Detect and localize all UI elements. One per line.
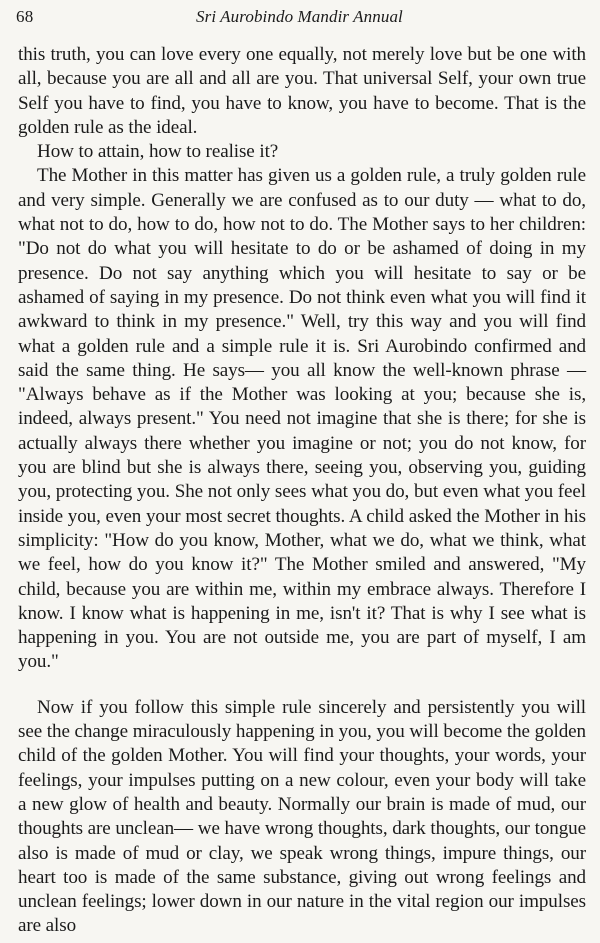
- body-text: [18, 43, 586, 939]
- page-header: [0, 0, 600, 34]
- paragraph-3: The Mother in this matter has given us a golden rule, a truly golden rule and very simple. Generally we are confused as to our duty — what to do, what not to do, how to do, how not to do. The Mother says to her children: "Do not do what you will hesitate to do or be ashamed of doing in my presence. Do not say anything which you will hesitate to say or be ashamed of saying in my presence. Do not think even what you will find it awkward to think in my presence." Well, try this way and you will find what a golden rule and a simple rule it is. Sri Aurobindo confirmed and said the same thing. He says— you all know the well-known phrase — "Always behave as if the Mother was looking at you; because she is, indeed, always present." You need not imagine that she is there; for she is actually always there whether you imagine or not; you do not know, for you are blind but she is always there, seeing you, observing you, guiding you, protecting you. She not only sees what you do, but even what you feel inside you, even your most secret thoughts. A child asked the Mother in his simplicity: "How do you know, Mother, what we do, what we think, what we feel, how do you know it?" The Mother smiled and answered, "My child, because you are within me, within my embrace always. Therefore I know. I know what is happening in me, isn't it? That is why I see what is happening in you. You are not outside me, you are part of myself, I am you.": [18, 165, 586, 673]
- paragraph-2: How to attain, how to realise it?: [37, 141, 279, 163]
- running-title: Sri Aurobindo Mandir Annual: [196, 7, 403, 26]
- paragraph-4: Now if you follow this simple rule sincerely and persistently you will see the change miraculously happening in you, you will become the golden child of the golden Mother. You will find your thoughts, your words, your feelings, your impulses putting on a new colour, even your body will take a new glow of health and beauty. Normally our brain is made of mud, our thoughts are unclean— we have wrong thoughts, dark thoughts, our tongue also is made of mud or clay, we speak wrong things, impure things, our heart too is made of the same substance, giving out wrong feelings and unclean feelings; lower down in our nature in the vital region our impulses are also: [18, 696, 586, 937]
- paragraph-1: this truth, you can love every one equally, not merely love but be one with all, because you are all and all are you. That universal Self, your own true Self you have to find, you have to know, you have to become. That is the golden rule as the ideal.: [18, 44, 586, 138]
- page-number: 68: [16, 7, 34, 26]
